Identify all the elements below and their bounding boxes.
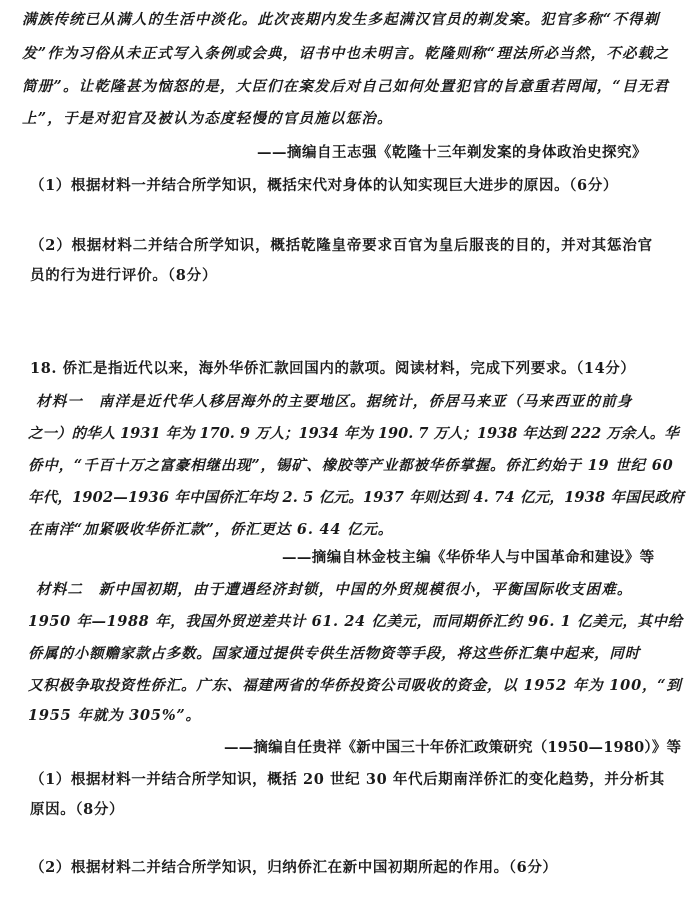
material-1-line: 之一）的华人 1931 年为 170. 9 万人；1934 年为 190. 7 万人；1938 年达到 222 万余人。华 (28, 425, 679, 442)
material-2-line: 1950 年—1988 年，我国外贸逆差共计 61. 24 亿美元，而同期侨汇约 96. 1 亿美元，其中给 (28, 613, 683, 630)
material-1-line: 在南洋“加紧吸收华侨汇款”，侨汇更达 6. 44 亿元。 (28, 521, 394, 538)
passage-line: 发”作为习俗从未正式写入条例或会典，诏书中也未明言。乾隆则称“理法所必当然，不必载之 (22, 45, 670, 62)
material-1-line: 年代，1902—1936 年中国侨汇年均 2. 5 亿元。1937 年则达到 4. 74 亿元，1938 年国民政府 (28, 489, 684, 506)
question-18-part-1-cont: 原因。（8分） (30, 801, 125, 818)
question-18-part-2: （2）根据材料二并结合所学知识，归纳侨汇在新中国初期所起的作用。（6分） (30, 859, 558, 876)
question-18-intro: 18. 侨汇是指近代以来，海外华侨汇款回国内的款项。阅读材料，完成下列要求。（14分） (30, 360, 636, 377)
material-1-line: 侨中，“千百十万之富豪相继出现”，锡矿、橡胶等产业都被华侨掌握。侨汇约始于 19 世纪 60 (28, 457, 674, 474)
passage-line: 满族传统已从满人的生活中淡化。此次丧期内发生多起满汉官员的剃发案。犯官多称“不得剃 (22, 11, 660, 28)
source-citation: ——摘编自林金枝主编《华侨华人与中国革命和建设》等 (282, 549, 655, 566)
material-2-line: 侨属的小额赡家款占多数。国家通过提供专供生活物资等手段，将这些侨汇集中起来，同时 (28, 645, 640, 662)
question-17-part-2: （2）根据材料二并结合所学知识，概括乾隆皇帝要求百官为皇后服丧的目的，并对其惩治官 (30, 237, 653, 254)
material-2-line: 又积极争取投资性侨汇。广东、福建两省的华侨投资公司吸收的资金，以 1952 年为 100，“到 (28, 677, 682, 694)
question-17-part-2-cont: 员的行为进行评价。（8分） (30, 267, 218, 284)
passage-line: 上”，于是对犯官及被认为态度轻慢的官员施以惩治。 (22, 110, 393, 127)
source-citation: ——摘编自任贵祥《新中国三十年侨汇政策研究（1950—1980）》等 (224, 739, 682, 756)
material-1-line: 材料一 南洋是近代华人移居海外的主要地区。据统计，侨居马来亚（马来西亚的前身 (36, 393, 633, 410)
passage-line: 简册”。让乾隆甚为恼怒的是，大臣们在案发后对自己如何处置犯官的旨意重若罔闻，“目无君 (22, 78, 670, 95)
question-18-part-1: （1）根据材料一并结合所学知识，概括 20 世纪 30 年代后期南洋侨汇的变化趋势，并分析其 (30, 771, 665, 788)
question-17-part-1: （1）根据材料一并结合所学知识，概括宋代对身体的认知实现巨大进步的原因。（6分） (30, 177, 618, 194)
source-citation: ——摘编自王志强《乾隆十三年剃发案的身体政治史探究》 (257, 144, 647, 161)
material-2-line: 1955 年就为 305%”。 (28, 707, 201, 724)
material-2-line: 材料二 新中国初期，由于遭遇经济封锁，中国的外贸规模很小，平衡国际收支困难。 (36, 581, 633, 598)
